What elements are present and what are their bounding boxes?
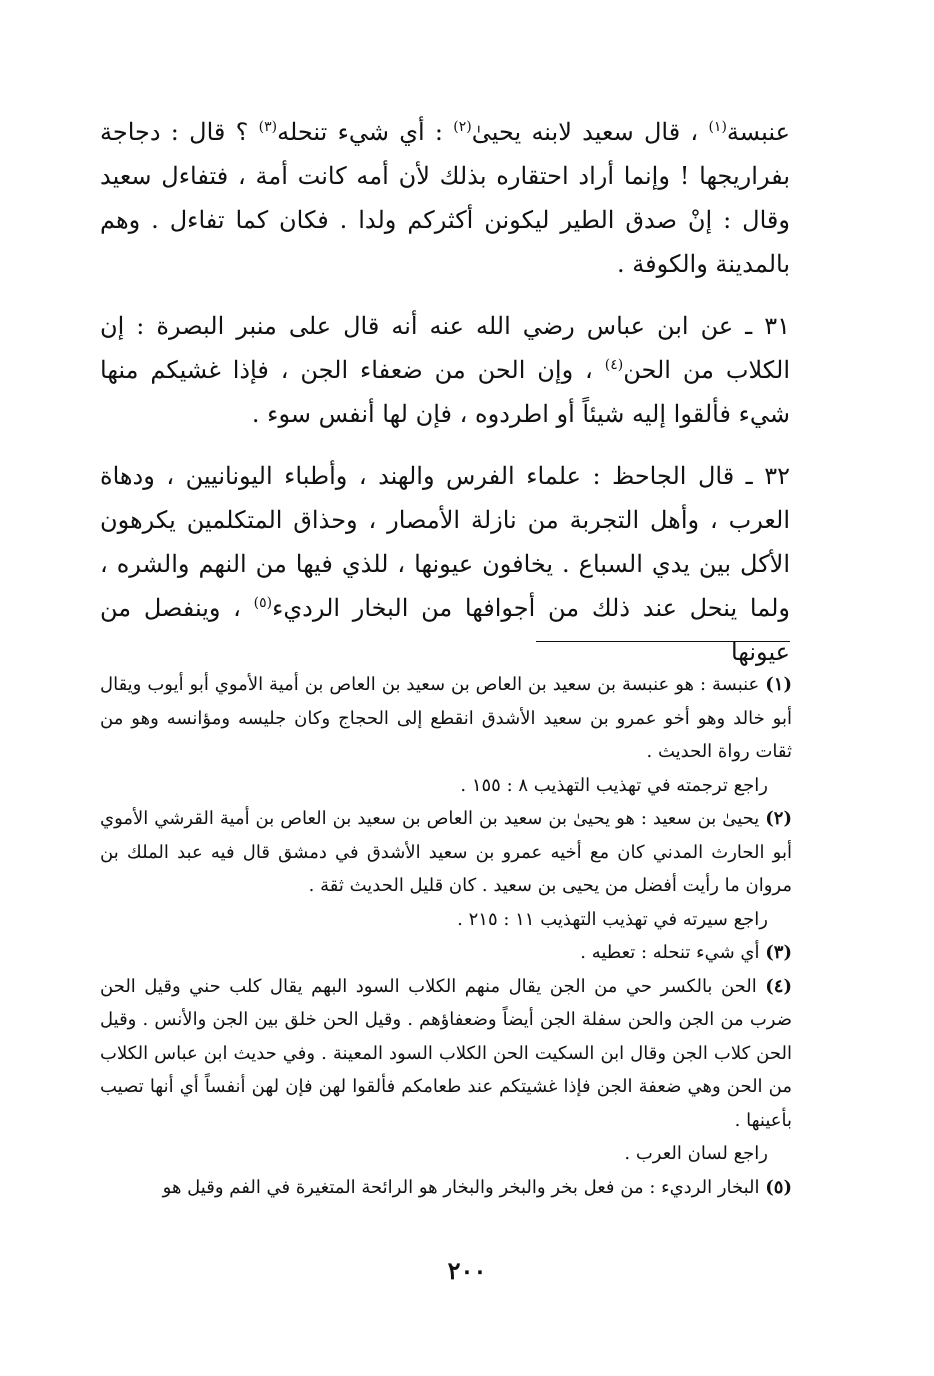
text-run: ، قال سعيد لابنه يحيىٰ (471, 118, 699, 146)
footnote-3 (100, 936, 792, 970)
footnote-text: يحيىٰ بن سعيد : هو يحيىٰ بن سعيد بن العاص بن سعيد بن العاص بن أمية القرشي الأموي أبو الحارث المدني كان مع أخيه عمرو بن سعيد الأشدق في دمشق قال فيه عبد الملك بن مروان ما رأيت أفضل من يحيى بن سعيد . كان قليل الحديث ثقة . (100, 808, 792, 896)
main-text-body (100, 110, 790, 674)
footnote-4-reference: راجع لسان العرب . (624, 1143, 768, 1164)
footnote-1 (100, 668, 792, 769)
footnote-ref-1: (١) (708, 119, 727, 135)
footnote-number: (٤) (765, 975, 792, 997)
paragraph-anbasa (100, 110, 790, 286)
footnote-number: (١) (765, 674, 792, 695)
footnote-text: الحن بالكسر حي من الجن يقال منهم الكلاب السود البهم يقال كلب حني وقيل الحن ضرب من الجن والحن سفلة الجن أيضاً وضعفاؤهم . وقيل الحن خلق بين الجن والأنس . وقيل الحن كلاب الجن وقال ابن السكيت الحن الكلاب السود المعينة . وفي حديث ابن عباس الكلاب من الحن وهي ضعفة الجن فإذا غشيتكم عند طعامكم فألقوا لهن فإن لهن أنفساً أي أنها تصيب بأعينها . (100, 975, 792, 1131)
footnote-ref-4: (٤) (604, 357, 624, 373)
text-run: ٣١ ـ عن ابن عباس رضي الله عنه أنه قال على منبر البصرة : إن الكلاب من الحن (100, 312, 790, 384)
footnote-2 (100, 802, 792, 903)
page-number: ٢٠٠ (447, 1256, 487, 1285)
footnote-5 (100, 1171, 792, 1205)
footnote-number: (٢) (765, 808, 792, 829)
footnote-ref-3: (٣) (258, 119, 278, 135)
footnote-number: (٣) (765, 942, 792, 963)
text-run: : أي شيء تنحله (277, 118, 444, 146)
text-run: ، وينفصل من عيونها (100, 594, 790, 666)
footnote-separator-rule (536, 641, 790, 642)
footnote-text: أي شيء تنحله : تعطيه . (580, 942, 760, 963)
footnotes-section (100, 668, 792, 1204)
footnote-ref-2: (٢) (453, 119, 472, 135)
footnote-text: عنبسة : هو عنبسة بن سعيد بن العاص بن سعيد بن العاص بن أمية الأموي أبو أيوب ويقال أبو خالد وهو أخو عمرو بن سعيد الأشدق انقطع إلى الحجاج وكان جليسه ومؤانسه وهو من ثقات رواة الحديث . (100, 674, 792, 762)
footnote-2-reference: راجع سيرته في تهذيب التهذيب ١١ : ٢١٥ . (457, 908, 768, 930)
text-run: ، وإن الحن من ضعفاء الجن ، فإذا غشيكم منها شيء فألقوا إليه شيئاً أو اطردوه ، فإن لها أنفس سوء . (100, 356, 790, 428)
footnote-ref-5: (٥) (253, 595, 273, 611)
footnote-4 (100, 970, 792, 1138)
text-run: ؟ قال : دجاجة بفراريجها ! وإنما أراد احتقاره بذلك لأن أمه كانت أمة ، فتفاءل سعيد وقال : إنْ صدق الطير ليكونن أكثركم ولدا . فكان كما تفاءل . وهم بالمدينة والكوفة . (100, 118, 790, 278)
paragraph-31 (100, 304, 790, 436)
footnote-number: (٥) (765, 1176, 792, 1198)
text-run: عنبسة (726, 118, 790, 146)
text-run: ٣٢ ـ قال الجاحظ : علماء الفرس والهند ، وأطباء اليونانيين ، ودهاة العرب ، وأهل التجربة من نازلة الأمصار ، وحذاق المتكلمين يكرهون الأكل بين يدي السباع . يخافون عيونها ، للذي فيها من النهم والشره ، ولما ينحل عند ذلك من أجوافها من البخار الرديء (100, 462, 790, 622)
footnote-1-reference: راجع ترجمته في تهذيب التهذيب ٨ : ١٥٥ . (460, 774, 768, 796)
footnote-text: البخار الرديء : من فعل بخر والبخر والبخار هو الرائحة المتغيرة في الفم وقيل هو (162, 1176, 760, 1198)
